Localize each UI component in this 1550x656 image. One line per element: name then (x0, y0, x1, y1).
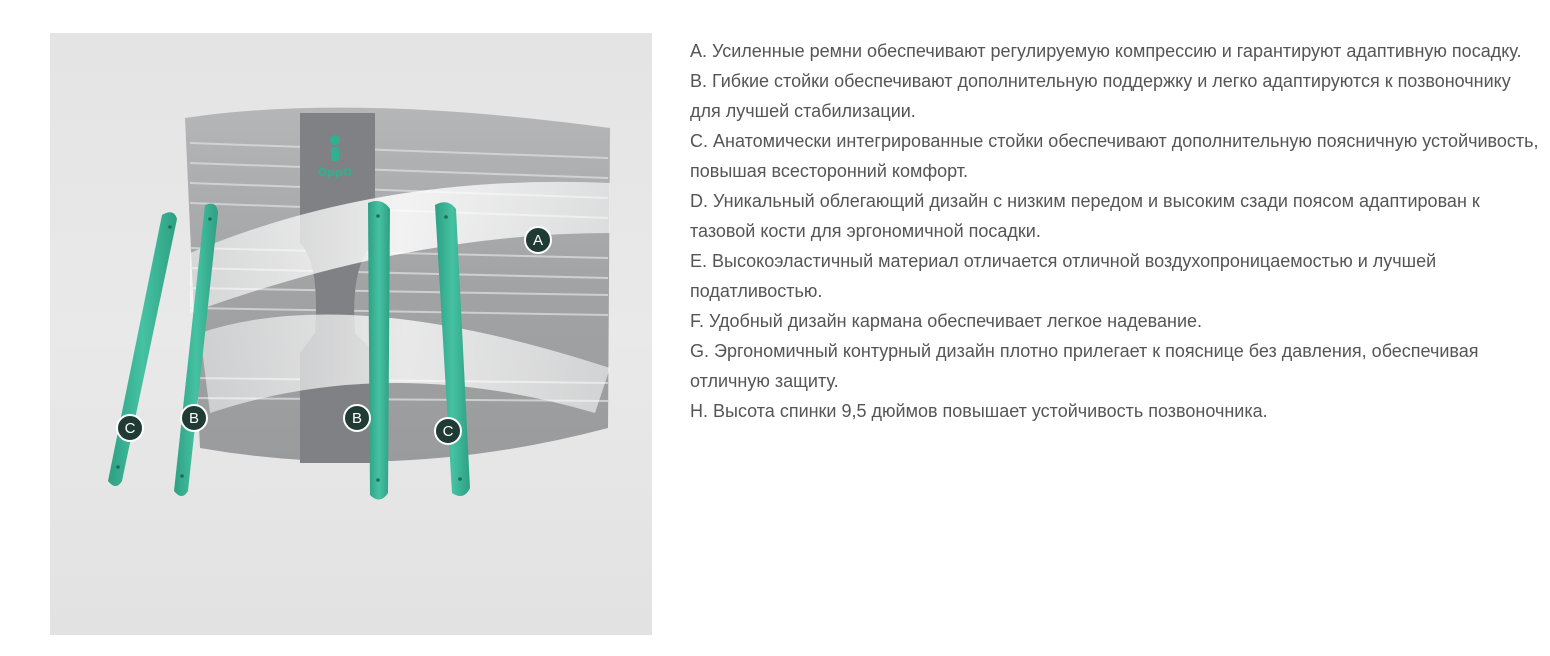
svg-text:B: B (188, 410, 200, 427)
callout-b-right (344, 405, 370, 431)
feature-list (690, 36, 1540, 426)
feature-f: F. Удобный дизайн кармана обеспечивает легкое надевание. (690, 311, 1203, 331)
feature-d: D. Уникальный облегающий дизайн с низким передом и высоким сзади поясом адаптирован к тазовой кости для эргономичной посадки. (690, 191, 1480, 241)
feature-b: B. Гибкие стойки обеспечивают дополнительную поддержку и легко адаптируются к позвоночнику для лучшей стабилизации. (690, 71, 1511, 121)
svg-text:C: C (124, 420, 136, 437)
callout-c-left (117, 415, 143, 441)
stay-b-right (368, 201, 390, 500)
svg-text:C: C (442, 423, 454, 440)
svg-text:OppO: OppO (317, 166, 353, 179)
feature-a: A. Усиленные ремни обеспечивают регулируемую компрессию и гарантируют адаптивную посадку. (690, 41, 1522, 61)
callout-a (525, 227, 551, 253)
back-brace-illustration (50, 33, 652, 635)
product-image (50, 33, 652, 635)
svg-text:A: A (532, 232, 544, 249)
svg-text:B: B (351, 410, 363, 427)
feature-e: E. Высокоэластичный материал отличается отличной воздухопроницаемостью и лучшей податливостью. (690, 251, 1437, 301)
feature-g: G. Эргономичный контурный дизайн плотно прилегает к пояснице без давления, обеспечивая отличную защиту. (690, 341, 1479, 391)
feature-c: C. Анатомически интегрированные стойки обеспечивают дополнительную поясничную устойчивость, повышая всесторонний комфорт. (690, 131, 1539, 181)
callout-c-right (435, 418, 461, 444)
stay-c-left (108, 212, 177, 486)
feature-h: H. Высота спинки 9,5 дюймов повышает устойчивость позвоночника. (690, 401, 1268, 421)
callout-b-left (181, 405, 207, 431)
